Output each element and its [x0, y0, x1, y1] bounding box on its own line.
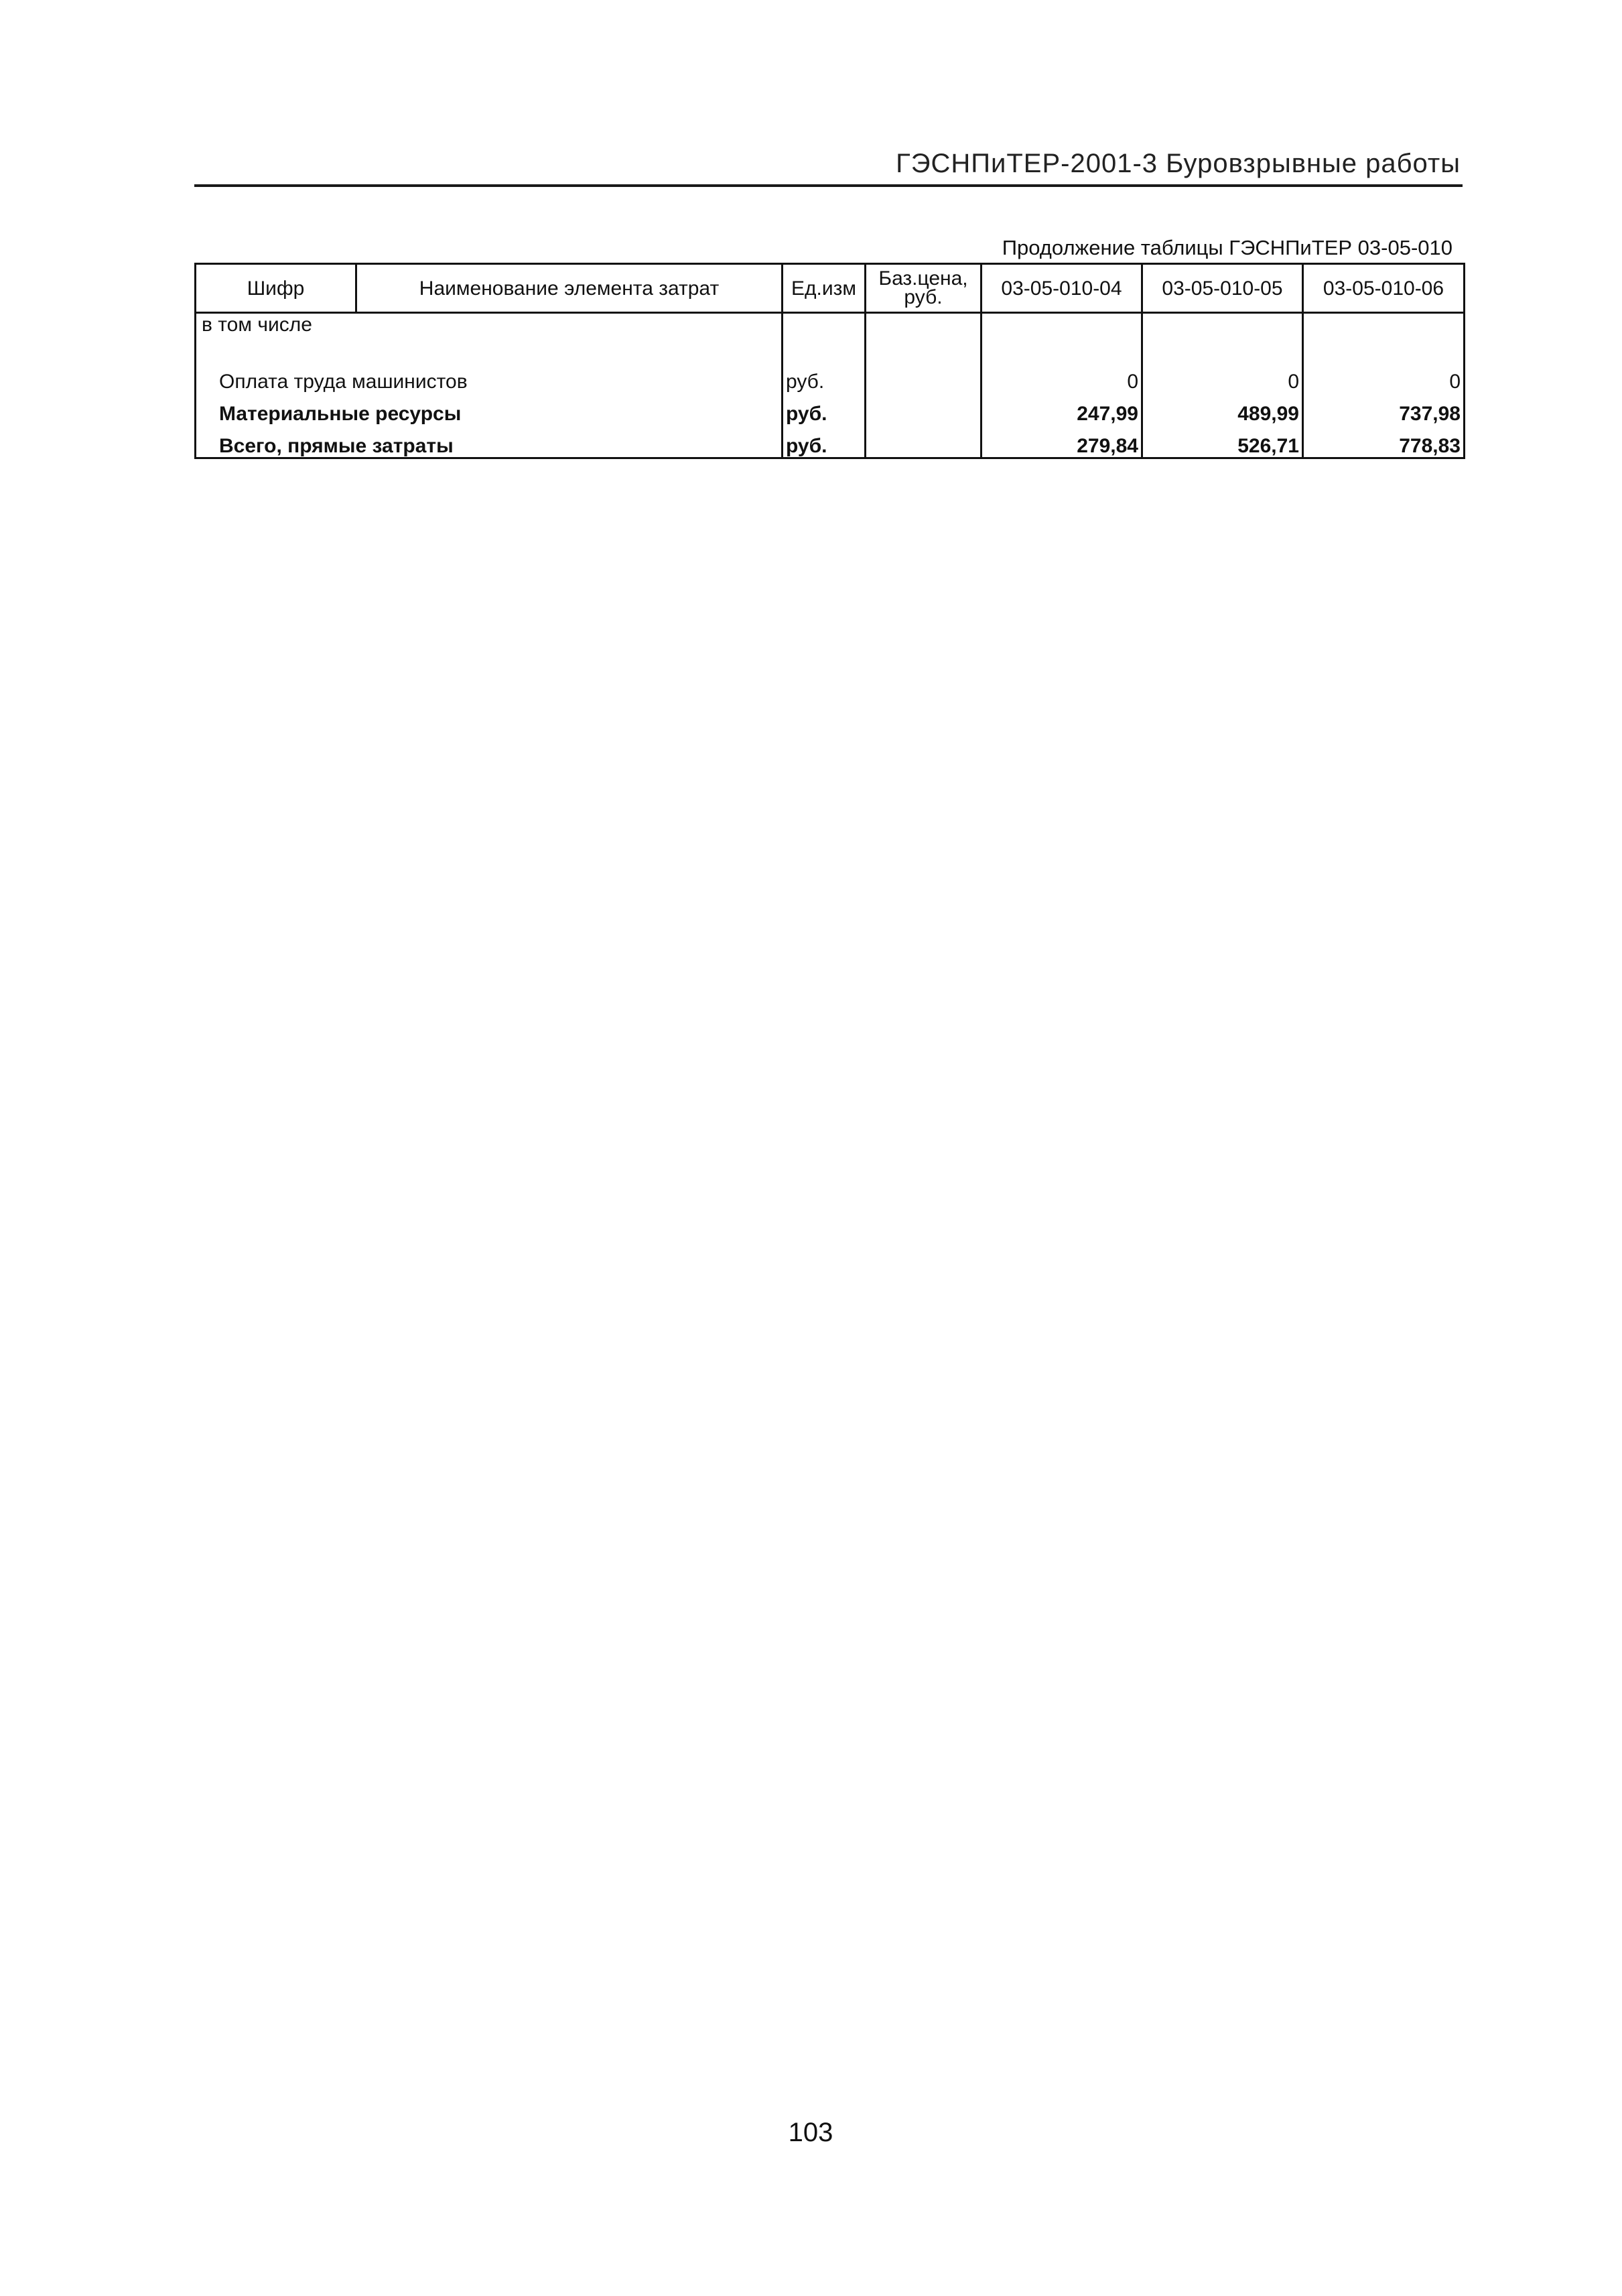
table-cell	[1303, 342, 1465, 361]
table-continuation-caption: Продолжение таблицы ГЭСНПиТЕР 03-05-010	[1002, 236, 1452, 259]
column-header-base-price	[866, 264, 982, 313]
row-base-price	[866, 393, 982, 425]
row-unit: руб.	[783, 393, 866, 425]
column-header-name: Наименование элемента затрат	[356, 264, 783, 313]
table-cell	[783, 313, 866, 342]
column-header-03-05-010-04: 03-05-010-04	[982, 264, 1142, 313]
table-spacer-row	[196, 342, 1465, 361]
cost-table	[194, 263, 1465, 459]
table-cell	[982, 313, 1142, 342]
row-name-total-direct-costs: Всего, прямые затраты	[196, 425, 783, 458]
row-value-05: 0	[1142, 361, 1303, 393]
row-name-machinist-wages: Оплата труда машинистов	[196, 361, 783, 393]
table-cell	[1303, 313, 1465, 342]
row-value-04: 279,84	[982, 425, 1142, 458]
running-header-title: ГЭСНПиТЕР-2001-3 Буровзрывные работы	[896, 149, 1461, 178]
row-value-06: 0	[1303, 361, 1465, 393]
row-value-06: 778,83	[1303, 425, 1465, 458]
row-unit: руб.	[783, 361, 866, 393]
column-header-code: Шифр	[196, 264, 356, 313]
row-name-material-resources: Материальные ресурсы	[196, 393, 783, 425]
table-cell	[982, 342, 1142, 361]
row-value-04: 0	[982, 361, 1142, 393]
subheading-label: в том числе	[196, 313, 783, 342]
row-value-04: 247,99	[982, 393, 1142, 425]
table-cell	[866, 342, 982, 361]
table-cell	[1142, 313, 1303, 342]
header-rule	[194, 184, 1463, 187]
table-header-row	[196, 264, 1465, 313]
table-row	[196, 425, 1465, 458]
table-cell	[783, 342, 866, 361]
row-value-05: 526,71	[1142, 425, 1303, 458]
table-subheading-row	[196, 313, 1465, 342]
row-base-price	[866, 425, 982, 458]
page-number: 103	[788, 2118, 833, 2147]
row-value-05: 489,99	[1142, 393, 1303, 425]
table-cell	[866, 313, 982, 342]
table-row	[196, 361, 1465, 393]
table-cell	[196, 342, 783, 361]
row-value-06: 737,98	[1303, 393, 1465, 425]
table-cell	[1142, 342, 1303, 361]
row-base-price	[866, 361, 982, 393]
row-unit: руб.	[783, 425, 866, 458]
column-header-base-price-text: Баз.цена, руб.	[878, 267, 968, 308]
column-header-unit: Ед.изм	[783, 264, 866, 313]
column-header-03-05-010-06: 03-05-010-06	[1303, 264, 1465, 313]
column-header-03-05-010-05: 03-05-010-05	[1142, 264, 1303, 313]
table-row	[196, 393, 1465, 425]
